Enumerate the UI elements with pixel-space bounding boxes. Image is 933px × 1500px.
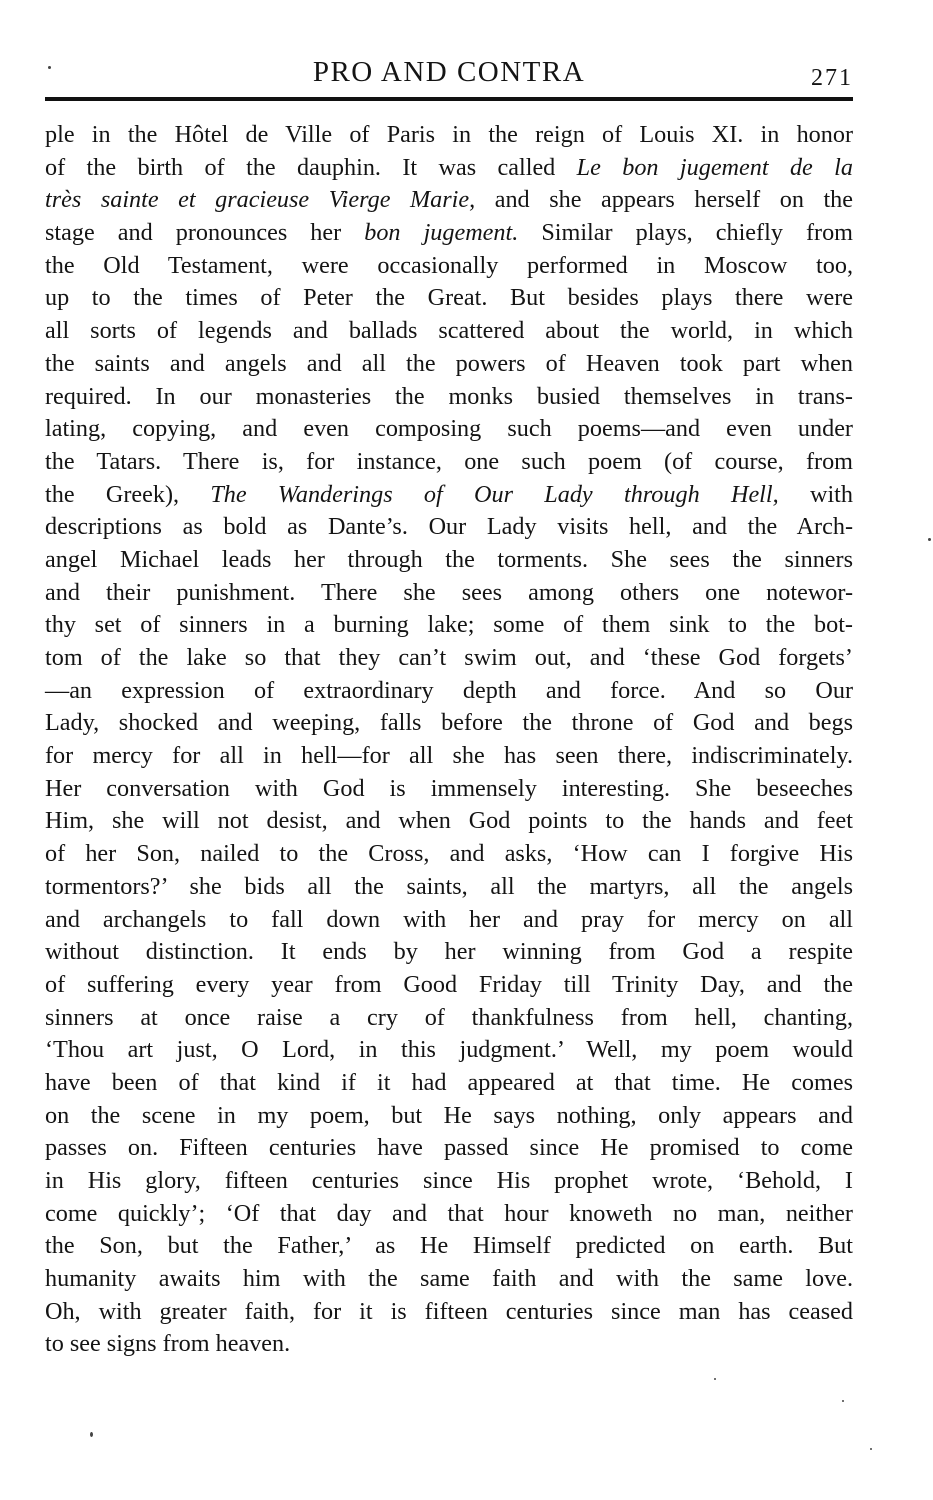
text-line: tom of the lake so that they can’t swim out, and ‘these God forgets’ bbox=[45, 644, 853, 671]
text-line: angel Michael leads her through the torments. She sees the sinners bbox=[45, 545, 853, 573]
text-line: the Son, but the Father,’ as He Himself predicted on earth. But bbox=[45, 1232, 853, 1260]
text-line: lating, copying, and even composing such poems—and even under bbox=[45, 415, 853, 443]
scan-speck bbox=[90, 1432, 93, 1437]
scan-speck bbox=[842, 1400, 844, 1402]
text-line: have been of that kind if it had appeared at that time. He comes bbox=[45, 1068, 853, 1096]
text-line: come quickly’; ‘Of that day and that hour knoweth no man, neither bbox=[45, 1199, 853, 1227]
text-line: on the scene in my poem, but He says nothing, only appears and bbox=[45, 1101, 853, 1129]
italic-title: Le bon jugement de la bbox=[576, 153, 853, 181]
text-line: and their punishment. There she sees among others one notewor- bbox=[45, 578, 853, 606]
running-title: PRO AND CONTRA bbox=[312, 56, 586, 88]
text-line: up to the times of Peter the Great. But besides plays there were bbox=[45, 284, 853, 312]
text-line: passes on. Fifteen centuries have passed since He promised to come bbox=[45, 1134, 853, 1162]
text-line: —an expression of extraordinary depth and force. And so Our bbox=[45, 676, 853, 704]
text-line: thy set of sinners in a burning lake; some of them sink to the bot- bbox=[45, 611, 853, 639]
text-line: of the birth of the dauphin. It was called Le bon jugement de la bbox=[45, 153, 853, 181]
text-line: ‘Thou art just, O Lord, in this judgment.’ Well, my poem would bbox=[45, 1036, 853, 1064]
text-line: Him, she will not desist, and when God points to the hands and feet bbox=[45, 807, 853, 835]
text-line: of her Son, nailed to the Cross, and asks, ‘How can I forgive His bbox=[45, 840, 853, 868]
text-line: in His glory, fifteen centuries since His prophet wrote, ‘Behold, I bbox=[45, 1167, 853, 1194]
text-line: the saints and angels and all the powers of Heaven took part when bbox=[45, 349, 853, 377]
text-line: Lady, shocked and weeping, falls before the throne of God and begs bbox=[45, 709, 853, 737]
text-line: stage and pronounces her bon jugement. Similar plays, chiefly from bbox=[45, 219, 853, 247]
text-line: required. In our monasteries the monks busied themselves in trans- bbox=[45, 382, 853, 410]
text-line: the Greek), The Wanderings of Our Lady through Hell, with bbox=[45, 480, 853, 508]
running-head bbox=[45, 52, 853, 92]
text-line: sinners at once raise a cry of thankfulness from hell, chanting, bbox=[45, 1003, 853, 1031]
italic-title: bon jugement. bbox=[364, 219, 519, 247]
header-rule bbox=[45, 97, 853, 101]
text-line: ple in the Hôtel de Ville of Paris in the reign of Louis XI. in honor bbox=[45, 121, 853, 148]
text-line: all sorts of legends and ballads scattered about the world, in which bbox=[45, 317, 853, 345]
text-line: Her conversation with God is immensely interesting. She beseeches bbox=[45, 774, 853, 802]
page-number: 271 bbox=[811, 65, 853, 91]
text-line: the Tatars. There is, for instance, one such poem (of course, from bbox=[45, 447, 853, 475]
text-line: humanity awaits him with the same faith and with the same love. bbox=[45, 1265, 853, 1293]
text-line: to see signs from heaven. bbox=[45, 1330, 291, 1358]
text-line: tormentors?’ she bids all the saints, all the martyrs, all the angels bbox=[45, 872, 853, 900]
text-line: Oh, with greater faith, for it is fifteen centuries since man has ceased bbox=[45, 1297, 853, 1325]
text-line: descriptions as bold as Dante’s. Our Lady visits hell, and the Arch- bbox=[45, 513, 853, 541]
scan-speck bbox=[714, 1378, 716, 1380]
text-line: without distinction. It ends by her winning from God a respite bbox=[45, 938, 853, 966]
scan-speck bbox=[928, 538, 931, 541]
text-line: très sainte et gracieuse Vierge Marie, and she appears herself on the bbox=[45, 186, 853, 214]
text-line: and archangels to fall down with her and pray for mercy on all bbox=[45, 905, 853, 933]
text-line: for mercy for all in hell—for all she has seen there, indiscriminately. bbox=[45, 742, 853, 770]
italic-title: The Wanderings of Our Lady through Hell, bbox=[210, 480, 779, 508]
text-line: of suffering every year from Good Friday till Trinity Day, and the bbox=[45, 970, 853, 998]
scan-speck bbox=[870, 1448, 872, 1450]
body-text bbox=[45, 119, 853, 1361]
italic-title: très sainte et gracieuse Vierge Marie, bbox=[45, 186, 476, 214]
text-line: the Old Testament, were occasionally performed in Moscow too, bbox=[45, 251, 853, 279]
scan-speck bbox=[48, 66, 51, 69]
